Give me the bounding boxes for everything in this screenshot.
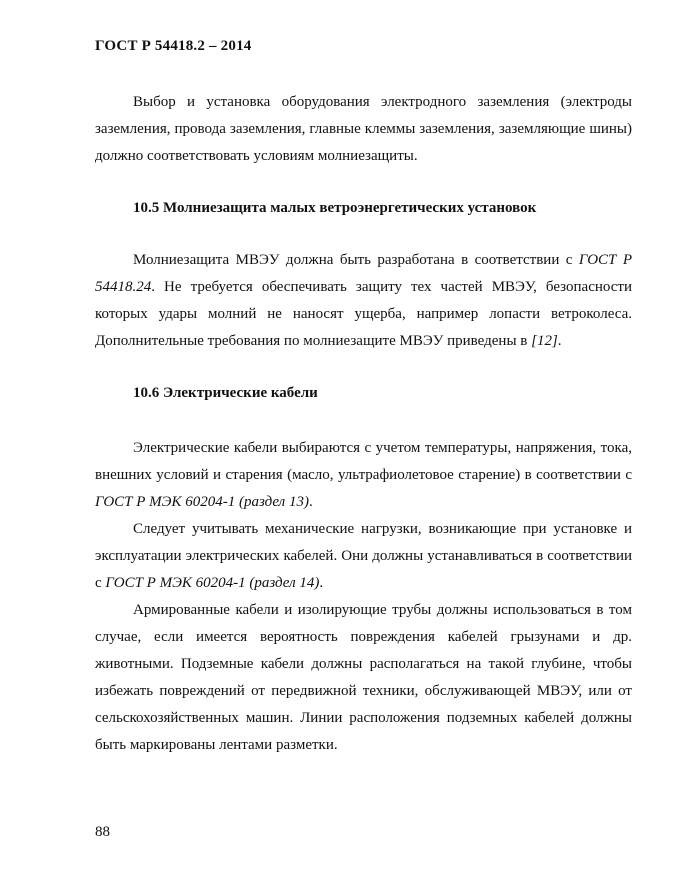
standard-reference: ГОСТ Р 54418.24 xyxy=(95,252,632,295)
paragraph-text-part: . Не требуется обеспечивать защиту тех частей МВЭУ, безопасности которых удары молний не наносят ущерба, например лопасти ветроколеса. Дополнительные требования по молниезащите МВЭУ приведены в xyxy=(95,279,632,349)
paragraph-text: Выбор и установка оборудования электродного заземления (электроды заземления, провода заземления, главные клеммы заземления, заземляющие шины) должно соответствовать условиям молниезащиты. xyxy=(95,94,632,164)
page-number: 88 xyxy=(95,824,110,840)
standard-reference: ГОСТ Р МЭК 60204-1 (раздел 13) xyxy=(95,494,309,510)
paragraph-cable-selection xyxy=(95,435,632,516)
paragraph-grounding-equipment xyxy=(95,89,632,170)
section-10-6-body xyxy=(95,435,632,759)
paragraph-text xyxy=(95,247,632,355)
paragraph-lightning-protection xyxy=(95,247,632,355)
document-header: ГОСТ Р 54418.2 – 2014 xyxy=(95,38,252,54)
paragraph-armored-cables: Армированные кабели и изолирующие трубы должны использоваться в том случае, если имеется вероятность повреждения кабелей грызунами и др. животными. Подземные кабели должны располагаться на такой глубине, чтобы избежать повреждений от передвижной техники, обслуживающей МВЭУ, или от сельскохозяйственных машин. Линии расположения подземных кабелей должны быть маркированы лентами разметки. xyxy=(95,602,632,753)
paragraph-text-part: . xyxy=(319,575,324,591)
paragraph-mechanical-loads xyxy=(95,516,632,597)
paragraph-text-part: . xyxy=(557,333,562,349)
paragraph-text-part: . xyxy=(308,494,313,510)
section-heading-10-6: 10.6 Электрические кабели xyxy=(133,385,318,401)
standard-reference: ГОСТ Р МЭК 60204-1 (раздел 14) xyxy=(105,575,320,591)
bibliography-reference: [12] xyxy=(531,333,558,349)
paragraph-text-part: Молниезащита МВЭУ должна быть разработана в соответствии с xyxy=(133,252,579,268)
section-heading-10-5: 10.5 Молниезащита малых ветроэнергетических установок xyxy=(133,200,537,216)
paragraph-text-part: Электрические кабели выбираются с учетом температуры, напряжения, тока, внешних условий и старения (масло, ультрафиолетовое старение) в соответствии с xyxy=(95,440,632,483)
paragraph-text-part: Следует учитывать механические нагрузки, возникающие при установке и эксплуатации электрических кабелей. Они должны устанавливаться в соответствии с xyxy=(95,521,632,591)
